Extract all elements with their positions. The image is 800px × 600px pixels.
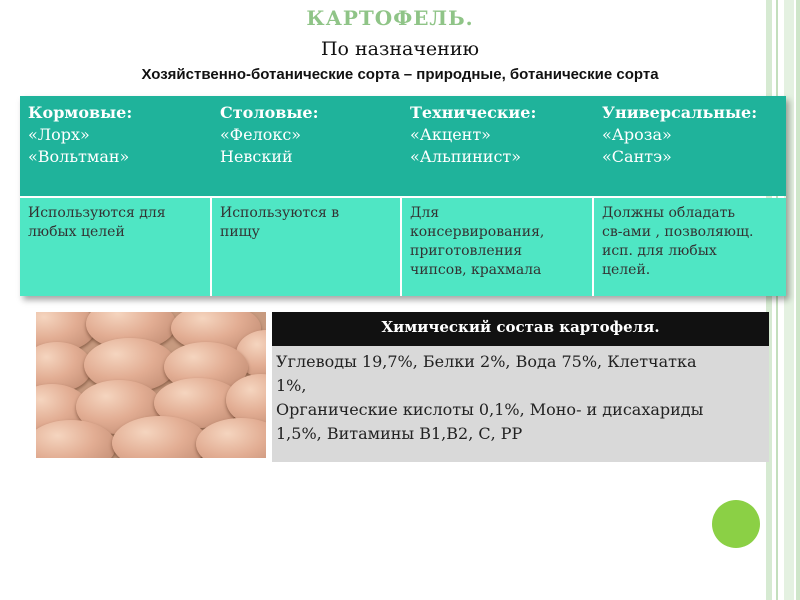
sort-name: «Акцент» [410,125,491,144]
usage-text: исп. для любых [602,243,717,259]
category-label: Технические: [410,103,537,122]
variety-table [20,96,786,296]
variety-column-technical [402,96,594,196]
usage-text: чипсов, крахмала [410,262,542,278]
usage-text: консервирования, [410,224,545,240]
composition-line: Углеводы 19,7%, Белки 2%, Вода 75%, Клетчатка [276,352,697,371]
usage-text: Используются для [28,205,166,221]
sort-name: «Лорх» [28,125,90,144]
potatoes-photo [36,312,266,458]
usage-text: пищу [220,224,260,240]
variety-column-feed [20,96,212,196]
decorative-stripe [784,0,794,600]
variety-table-header-row [20,96,786,196]
variety-column-table [212,96,402,196]
chemical-composition-text [276,350,766,446]
decorative-circle-icon [712,500,760,548]
slide-subtitle: По назначению [320,38,480,60]
chemical-composition-box [272,312,769,462]
usage-text: Должны обладать [602,205,735,221]
sort-name: «Вольтман» [28,147,130,166]
usage-text: св-ами , позволяющ. [602,224,754,240]
decorative-stripe [776,0,778,600]
decorative-stripe [766,0,772,600]
composition-line: 1,5%, Витамины В1,В2, С, РР [276,424,523,443]
sort-name: «Ароза» [602,125,672,144]
sort-name: Невский [220,147,293,166]
usage-text: Используются в [220,205,340,221]
category-label: Кормовые: [28,103,133,122]
composition-line: Органические кислоты 0,1%, Моно- и дисахариды [276,400,704,419]
category-label: Универсальные: [602,103,758,122]
sort-name: «Сантэ» [602,147,672,166]
composition-line: 1%, [276,376,307,395]
slide-title: КАРТОФЕЛЬ. [306,6,474,30]
slide-definition: Хозяйственно-ботанические сорта – природные, ботанические сорта [141,66,659,83]
usage-text: целей. [602,262,651,278]
usage-cell [212,198,402,296]
category-label: Столовые: [220,103,319,122]
sort-name: «Альпинист» [410,147,522,166]
usage-cell [20,198,212,296]
usage-cell [402,198,594,296]
usage-text: Для [410,205,440,221]
variety-table-usage-row [20,198,786,296]
sort-name: «Фелокс» [220,125,302,144]
usage-text: любых целей [28,224,125,240]
usage-text: приготовления [410,243,523,259]
decorative-stripe [796,0,800,600]
usage-cell [594,198,786,296]
variety-column-universal [594,96,786,196]
chemical-composition-title: Химический состав картофеля. [272,312,769,346]
